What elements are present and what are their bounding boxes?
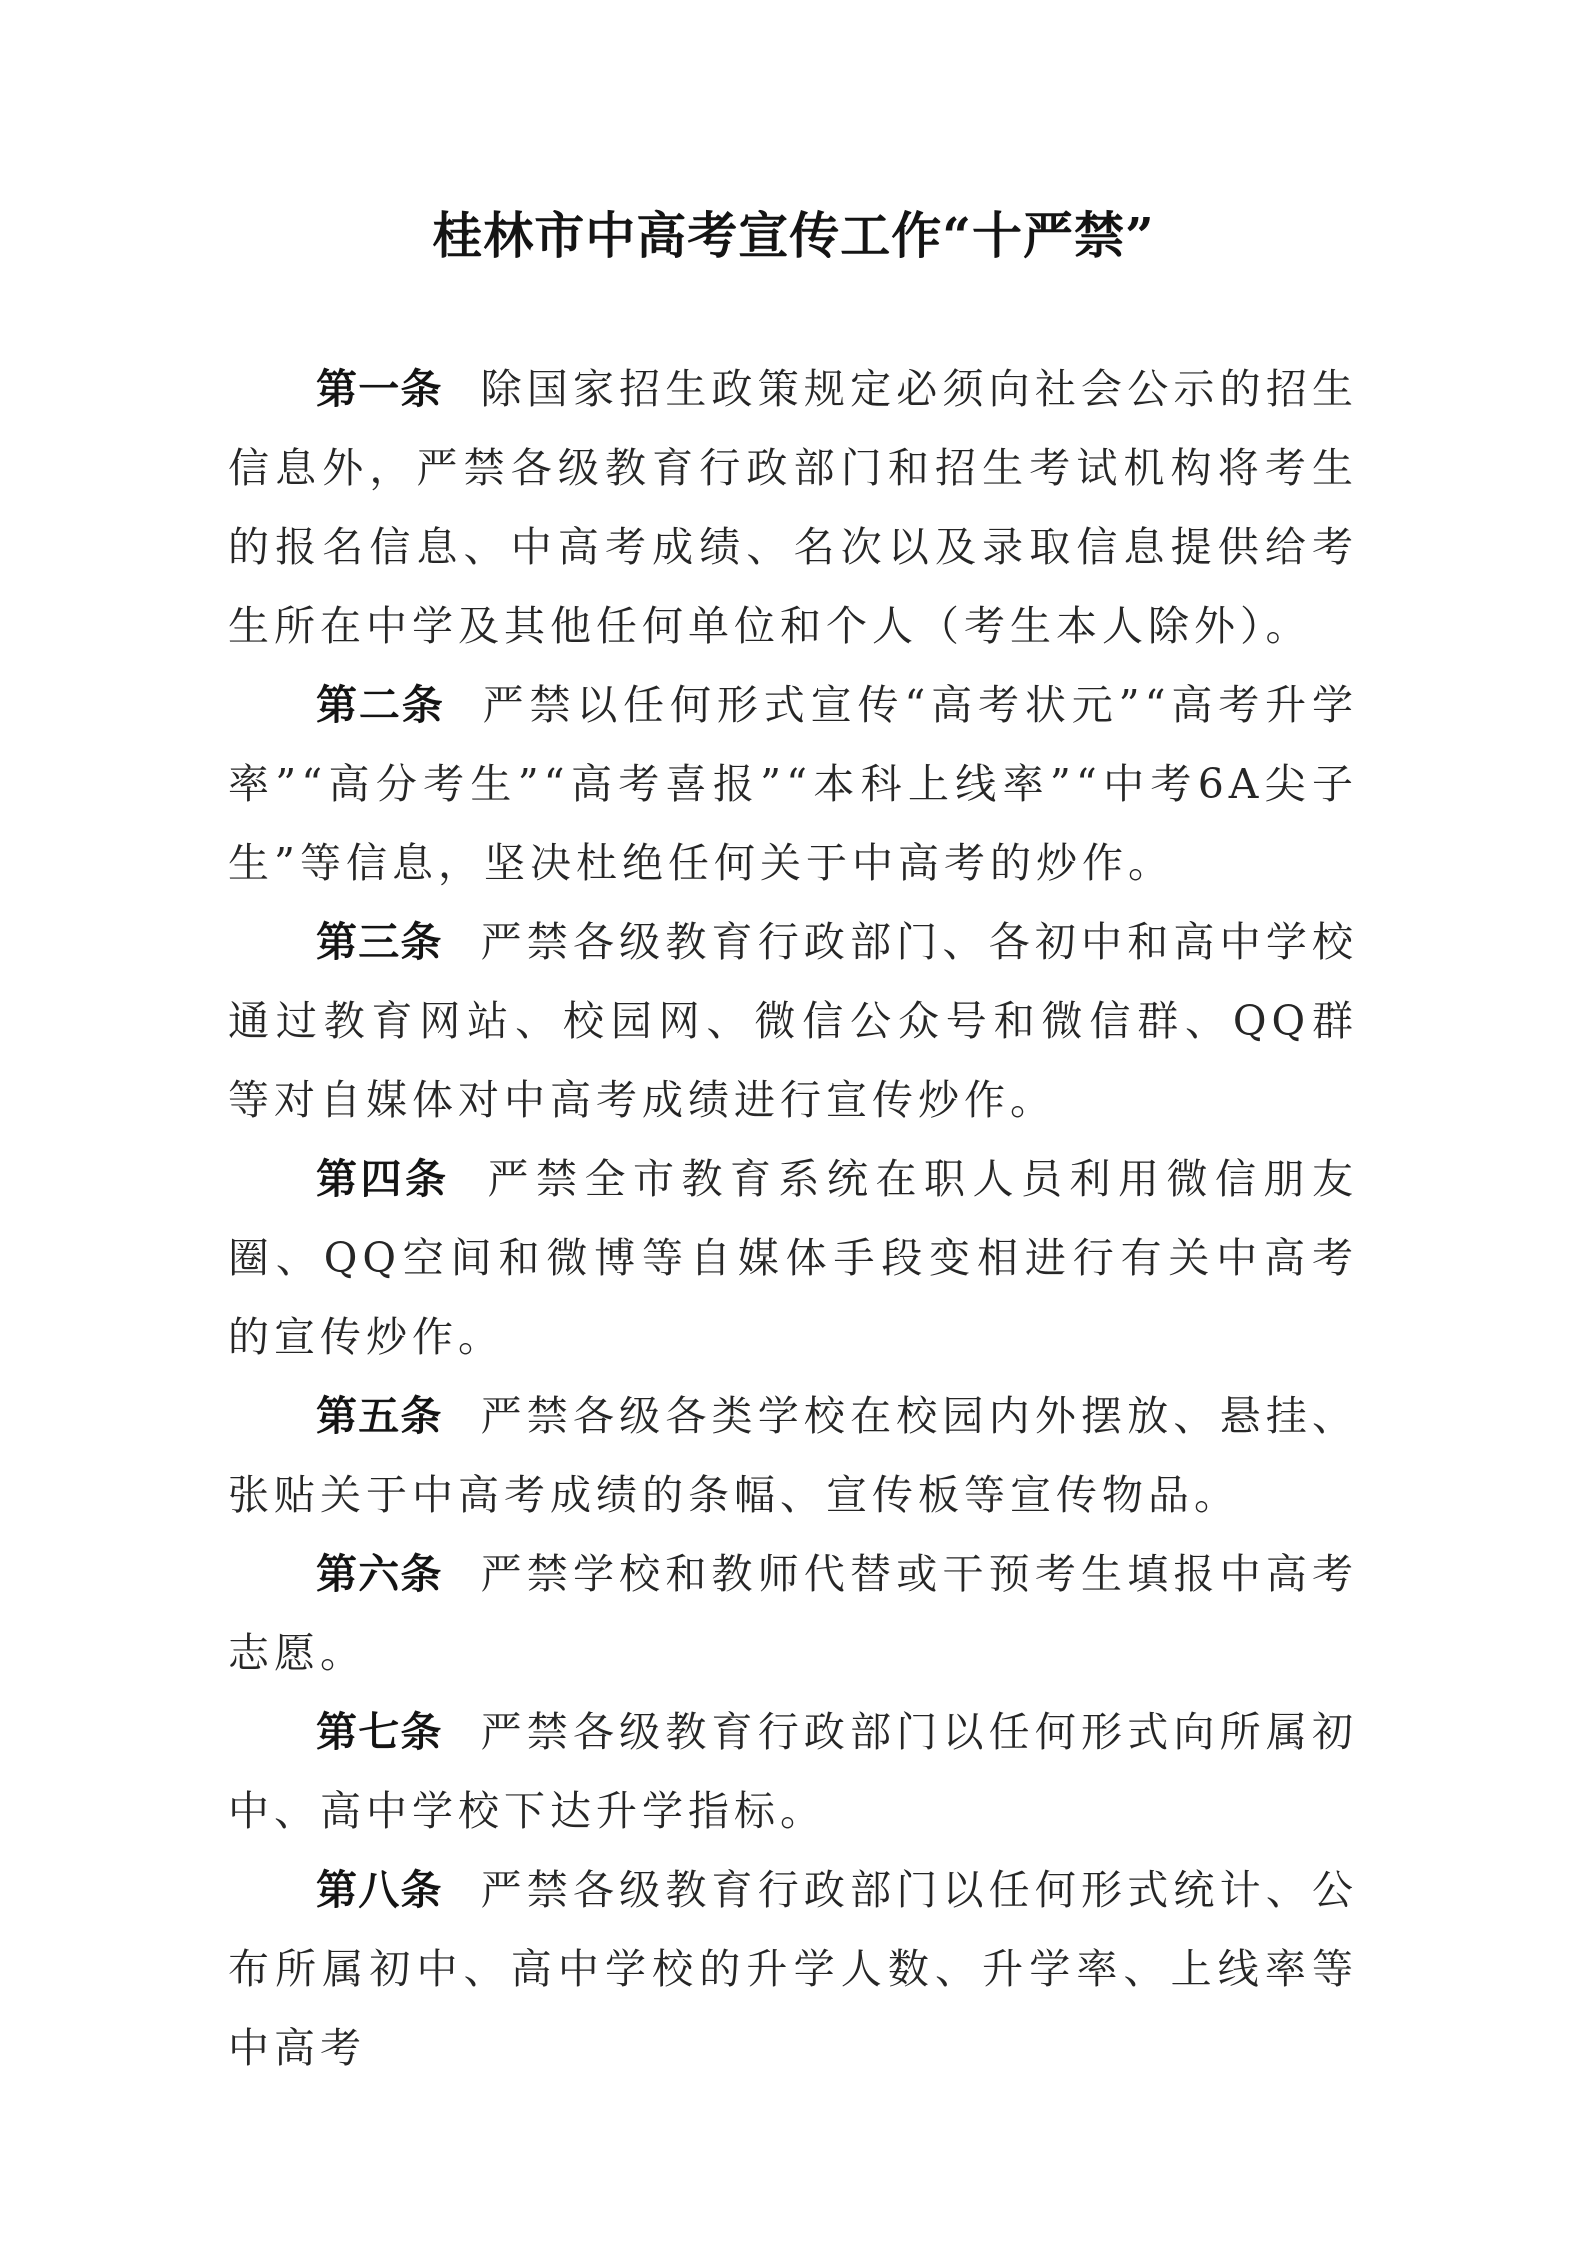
article-8 — [228, 1851, 1358, 2088]
article-number: 第七条 — [316, 1708, 443, 1756]
article-number: 第六条 — [316, 1550, 443, 1598]
article-7 — [228, 1693, 1358, 1851]
article-number: 第一条 — [316, 365, 443, 413]
document-title: 桂林市中高考宣传工作“十严禁” — [432, 206, 1155, 265]
article-6 — [228, 1535, 1358, 1693]
article-text: 严禁以任何形式宣传“高考状元”“高考升学率”“高分考生”“高考喜报”“本科上线率”“中考6A尖子生”等信息，坚决杜绝任何关于中高考的炒作。 — [228, 681, 1358, 887]
document-body — [228, 350, 1358, 2088]
article-5 — [228, 1377, 1358, 1535]
article-text: 严禁全市教育系统在职人员利用微信朋友圈、QQ空间和微博等自媒体手段变相进行有关中高考的宣传炒作。 — [228, 1155, 1358, 1361]
article-3 — [228, 903, 1358, 1140]
article-4 — [228, 1140, 1358, 1377]
article-number: 第二条 — [316, 681, 445, 729]
article-number: 第八条 — [316, 1866, 443, 1914]
article-number: 第五条 — [316, 1392, 443, 1440]
article-2 — [228, 666, 1358, 903]
article-text: 严禁各级各类学校在校园内外摆放、悬挂、张贴关于中高考成绩的条幅、宣传板等宣传物品。 — [228, 1392, 1359, 1519]
article-text: 严禁各级教育行政部门以任何形式向所属初中、高中学校下达升学指标。 — [228, 1708, 1359, 1835]
article-text: 严禁各级教育行政部门以任何形式统计、公布所属初中、高中学校的升学人数、升学率、上线率等中高考 — [228, 1866, 1359, 2072]
article-text: 除国家招生政策规定必须向社会公示的招生信息外，严禁各级教育行政部门和招生考试机构将考生的报名信息、中高考成绩、名次以及录取信息提供给考生所在中学及其他任何单位和个人（考生本人除外）。 — [228, 365, 1359, 650]
article-number: 第四条 — [316, 1155, 450, 1203]
article-text: 严禁各级教育行政部门、各初中和高中学校通过教育网站、校园网、微信公众号和微信群、QQ群等对自媒体对中高考成绩进行宣传炒作。 — [228, 918, 1359, 1124]
article-1 — [228, 350, 1358, 666]
article-text: 严禁学校和教师代替或干预考生填报中高考志愿。 — [228, 1550, 1359, 1677]
article-number: 第三条 — [316, 918, 443, 966]
